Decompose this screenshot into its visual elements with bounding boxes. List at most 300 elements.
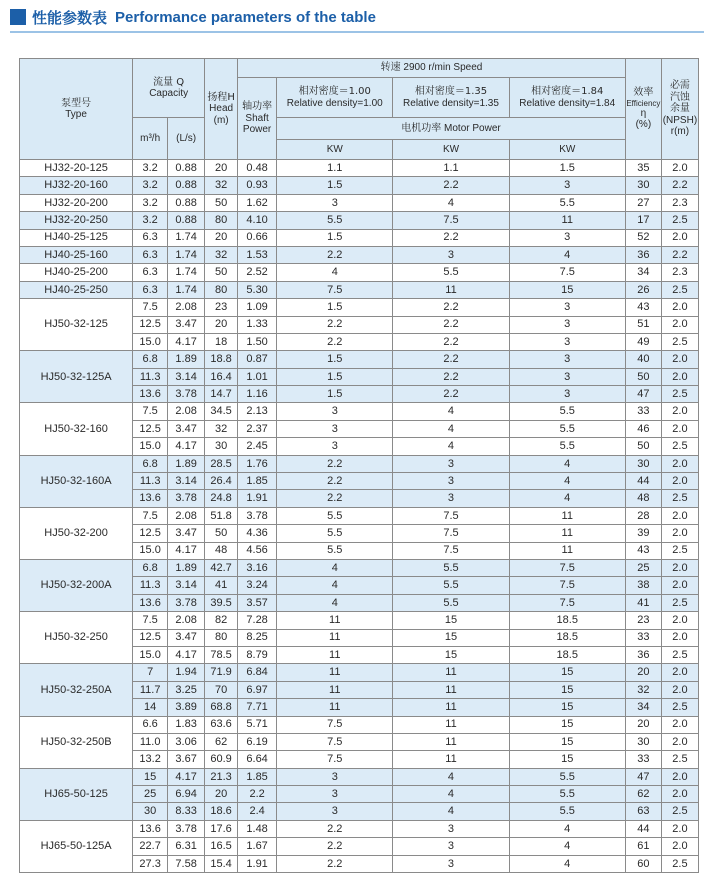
motor-kw-2-cell: 11 (393, 699, 509, 716)
capacity-ls-cell: 3.47 (168, 420, 205, 437)
shaft-power-cell: 1.76 (238, 455, 277, 472)
pump-type-cell: HJ50-32-250A (20, 664, 133, 716)
motor-kw-2-cell: 2.2 (393, 351, 509, 368)
capacity-m3h-cell: 13.6 (133, 820, 168, 837)
motor-kw-2-cell: 2.2 (393, 316, 509, 333)
capacity-m3h-cell: 3.2 (133, 160, 168, 177)
capacity-m3h-cell: 11.3 (133, 473, 168, 490)
motor-kw-1-cell: 11 (277, 664, 393, 681)
shaft-power-cell: 2.2 (238, 786, 277, 803)
motor-kw-2-cell: 5.5 (393, 559, 509, 576)
head-cell: 20 (205, 316, 238, 333)
capacity-ls-cell: 3.78 (168, 594, 205, 611)
table-row (20, 351, 699, 368)
motor-kw-3-cell: 3 (509, 316, 625, 333)
npsh-cell: 2.0 (661, 455, 698, 472)
capacity-m3h-cell: 15.0 (133, 438, 168, 455)
capacity-ls-cell: 1.74 (168, 246, 205, 263)
efficiency-cell: 20 (625, 716, 661, 733)
motor-kw-1-cell: 5.5 (277, 507, 393, 524)
npsh-cell: 2.5 (661, 212, 698, 229)
head-cell: 50 (205, 194, 238, 211)
motor-kw-3-cell: 15 (509, 699, 625, 716)
efficiency-cell: 49 (625, 333, 661, 350)
capacity-ls-cell: 4.17 (168, 542, 205, 559)
header-npsh-zh3: 余量 (669, 103, 690, 115)
table-row (20, 664, 699, 681)
capacity-m3h-cell: 12.5 (133, 420, 168, 437)
header-head-en: Head (209, 103, 234, 115)
header-kw-2: KW (393, 140, 509, 160)
shaft-power-cell: 3.57 (238, 594, 277, 611)
motor-kw-1-cell: 3 (277, 420, 393, 437)
motor-kw-3-cell: 4 (509, 473, 625, 490)
efficiency-cell: 62 (625, 786, 661, 803)
capacity-m3h-cell: 6.6 (133, 716, 168, 733)
head-cell: 51.8 (205, 507, 238, 524)
shaft-power-cell: 1.53 (238, 246, 277, 263)
motor-kw-2-cell: 11 (393, 281, 509, 298)
head-cell: 78.5 (205, 646, 238, 663)
motor-kw-3-cell: 5.5 (509, 803, 625, 820)
motor-kw-1-cell: 7.5 (277, 751, 393, 768)
capacity-m3h-cell: 13.6 (133, 594, 168, 611)
pump-type-cell: HJ40-25-125 (20, 229, 133, 246)
capacity-ls-cell: 1.94 (168, 664, 205, 681)
capacity-ls-cell: 3.47 (168, 316, 205, 333)
capacity-ls-cell: 6.94 (168, 786, 205, 803)
shaft-power-cell: 6.64 (238, 751, 277, 768)
motor-kw-2-cell: 3 (393, 455, 509, 472)
efficiency-cell: 25 (625, 559, 661, 576)
capacity-ls-cell: 3.89 (168, 699, 205, 716)
shaft-power-cell: 6.19 (238, 733, 277, 750)
header-npsh-zh1: 必需 (669, 80, 690, 92)
npsh-cell: 2.5 (661, 542, 698, 559)
capacity-m3h-cell: 3.2 (133, 194, 168, 211)
header-npsh-en: (NPSH) (662, 114, 698, 126)
head-cell: 32 (205, 246, 238, 263)
efficiency-cell: 23 (625, 612, 661, 629)
efficiency-cell: 43 (625, 299, 661, 316)
head-cell: 26.4 (205, 473, 238, 490)
capacity-ls-cell: 7.58 (168, 855, 205, 872)
efficiency-cell: 52 (625, 229, 661, 246)
npsh-cell: 2.5 (661, 751, 698, 768)
shaft-power-cell: 8.79 (238, 646, 277, 663)
header-capacity (133, 59, 205, 118)
efficiency-cell: 50 (625, 438, 661, 455)
capacity-ls-cell: 1.74 (168, 264, 205, 281)
efficiency-cell: 27 (625, 194, 661, 211)
npsh-cell: 2.0 (661, 160, 698, 177)
capacity-m3h-cell: 7.5 (133, 507, 168, 524)
efficiency-cell: 38 (625, 577, 661, 594)
shaft-power-cell: 3.78 (238, 507, 277, 524)
motor-kw-2-cell: 3 (393, 838, 509, 855)
head-cell: 80 (205, 629, 238, 646)
head-cell: 50 (205, 264, 238, 281)
motor-kw-3-cell: 11 (509, 525, 625, 542)
shaft-power-cell: 1.85 (238, 768, 277, 785)
npsh-cell: 2.0 (661, 838, 698, 855)
motor-kw-2-cell: 11 (393, 733, 509, 750)
header-unit-ls: (L/s) (168, 118, 205, 160)
npsh-cell: 2.0 (661, 786, 698, 803)
header-rd3-zh: 相对密度＝1.84 (531, 86, 604, 97)
head-cell: 32 (205, 420, 238, 437)
capacity-m3h-cell: 12.5 (133, 629, 168, 646)
motor-kw-1-cell: 3 (277, 403, 393, 420)
pump-type-cell: HJ50-32-200A (20, 559, 133, 611)
capacity-m3h-cell: 22.7 (133, 838, 168, 855)
npsh-cell: 2.5 (661, 438, 698, 455)
head-cell: 82 (205, 612, 238, 629)
header-rd1-zh: 相对密度＝1.00 (298, 86, 371, 97)
motor-kw-3-cell: 15 (509, 681, 625, 698)
capacity-ls-cell: 3.14 (168, 473, 205, 490)
motor-kw-2-cell: 15 (393, 612, 509, 629)
header-density-1 (277, 78, 393, 118)
table-row (20, 229, 699, 246)
motor-kw-2-cell: 15 (393, 646, 509, 663)
capacity-ls-cell: 3.14 (168, 368, 205, 385)
header-head (205, 59, 238, 160)
shaft-power-cell: 2.13 (238, 403, 277, 420)
capacity-ls-cell: 1.74 (168, 229, 205, 246)
shaft-power-cell: 7.28 (238, 612, 277, 629)
shaft-power-cell: 1.01 (238, 368, 277, 385)
capacity-m3h-cell: 13.6 (133, 386, 168, 403)
shaft-power-cell: 4.10 (238, 212, 277, 229)
motor-kw-3-cell: 5.5 (509, 768, 625, 785)
shaft-power-cell: 1.91 (238, 855, 277, 872)
pump-type-cell: HJ50-32-125A (20, 351, 133, 403)
head-cell: 14.7 (205, 386, 238, 403)
shaft-power-cell: 8.25 (238, 629, 277, 646)
header-rd2-zh: 相对密度＝1.35 (414, 86, 488, 97)
motor-kw-1-cell: 1.5 (277, 177, 393, 194)
motor-kw-2-cell: 3 (393, 473, 509, 490)
header-density-3 (509, 78, 625, 118)
head-cell: 21.3 (205, 768, 238, 785)
motor-kw-3-cell: 7.5 (509, 264, 625, 281)
efficiency-cell: 41 (625, 594, 661, 611)
header-type (20, 59, 133, 160)
title-underline (10, 31, 704, 33)
table-row (20, 194, 699, 211)
motor-kw-1-cell: 2.2 (277, 316, 393, 333)
motor-kw-3-cell: 3 (509, 229, 625, 246)
npsh-cell: 2.5 (661, 803, 698, 820)
motor-kw-2-cell: 4 (393, 768, 509, 785)
capacity-ls-cell: 4.17 (168, 438, 205, 455)
efficiency-cell: 30 (625, 455, 661, 472)
motor-kw-1-cell: 2.2 (277, 855, 393, 872)
capacity-m3h-cell: 11.3 (133, 368, 168, 385)
motor-kw-3-cell: 5.5 (509, 420, 625, 437)
capacity-ls-cell: 0.88 (168, 177, 205, 194)
npsh-cell: 2.0 (661, 664, 698, 681)
capacity-ls-cell: 8.33 (168, 803, 205, 820)
motor-kw-3-cell: 18.5 (509, 646, 625, 663)
pump-type-cell: HJ50-32-250 (20, 612, 133, 664)
motor-kw-3-cell: 15 (509, 281, 625, 298)
npsh-cell: 2.0 (661, 316, 698, 333)
capacity-ls-cell: 0.88 (168, 160, 205, 177)
efficiency-cell: 43 (625, 542, 661, 559)
header-kw-1: KW (277, 140, 393, 160)
capacity-m3h-cell: 11.3 (133, 577, 168, 594)
table-row (20, 820, 699, 837)
capacity-ls-cell: 3.06 (168, 733, 205, 750)
motor-kw-1-cell: 11 (277, 612, 393, 629)
efficiency-cell: 33 (625, 403, 661, 420)
capacity-ls-cell: 3.67 (168, 751, 205, 768)
motor-kw-3-cell: 1.5 (509, 160, 625, 177)
capacity-ls-cell: 3.25 (168, 681, 205, 698)
capacity-m3h-cell: 14 (133, 699, 168, 716)
head-cell: 16.5 (205, 838, 238, 855)
motor-kw-3-cell: 5.5 (509, 194, 625, 211)
efficiency-cell: 26 (625, 281, 661, 298)
capacity-m3h-cell: 30 (133, 803, 168, 820)
head-cell: 34.5 (205, 403, 238, 420)
head-cell: 42.7 (205, 559, 238, 576)
motor-kw-1-cell: 11 (277, 699, 393, 716)
shaft-power-cell: 1.67 (238, 838, 277, 855)
capacity-m3h-cell: 12.5 (133, 525, 168, 542)
performance-table (19, 58, 699, 873)
table-row (20, 246, 699, 263)
motor-kw-2-cell: 7.5 (393, 542, 509, 559)
capacity-ls-cell: 0.88 (168, 212, 205, 229)
npsh-cell: 2.2 (661, 177, 698, 194)
motor-kw-3-cell: 4 (509, 246, 625, 263)
capacity-ls-cell: 3.47 (168, 525, 205, 542)
motor-kw-2-cell: 2.2 (393, 177, 509, 194)
efficiency-cell: 36 (625, 646, 661, 663)
npsh-cell: 2.0 (661, 403, 698, 420)
motor-kw-1-cell: 3 (277, 768, 393, 785)
header-eff-symbol: η (640, 107, 647, 119)
shaft-power-cell: 1.85 (238, 473, 277, 490)
motor-kw-1-cell: 11 (277, 646, 393, 663)
motor-kw-2-cell: 3 (393, 490, 509, 507)
header-eff-en: Efficiency (626, 98, 661, 108)
capacity-m3h-cell: 6.3 (133, 281, 168, 298)
pump-type-cell: HJ50-32-125 (20, 299, 133, 351)
motor-kw-2-cell: 3 (393, 820, 509, 837)
head-cell: 80 (205, 281, 238, 298)
npsh-cell: 2.0 (661, 612, 698, 629)
efficiency-cell: 44 (625, 820, 661, 837)
npsh-cell: 2.0 (661, 420, 698, 437)
motor-kw-3-cell: 11 (509, 542, 625, 559)
head-cell: 20 (205, 160, 238, 177)
efficiency-cell: 32 (625, 681, 661, 698)
header-unit-m3h: m³/h (133, 118, 168, 160)
npsh-cell: 2.5 (661, 855, 698, 872)
capacity-ls-cell: 3.78 (168, 490, 205, 507)
capacity-m3h-cell: 7 (133, 664, 168, 681)
motor-kw-1-cell: 2.2 (277, 333, 393, 350)
efficiency-cell: 44 (625, 473, 661, 490)
header-shaft-en2: Power (242, 124, 272, 136)
motor-kw-3-cell: 11 (509, 507, 625, 524)
table-header (20, 59, 699, 160)
shaft-power-cell: 3.16 (238, 559, 277, 576)
capacity-ls-cell: 4.17 (168, 333, 205, 350)
capacity-ls-cell: 4.17 (168, 646, 205, 663)
table-row (20, 455, 699, 472)
head-cell: 30 (205, 438, 238, 455)
head-cell: 28.5 (205, 455, 238, 472)
motor-kw-2-cell: 4 (393, 786, 509, 803)
motor-kw-3-cell: 7.5 (509, 594, 625, 611)
npsh-cell: 2.5 (661, 490, 698, 507)
head-cell: 20 (205, 786, 238, 803)
efficiency-cell: 46 (625, 420, 661, 437)
pump-type-cell: HJ50-32-160 (20, 403, 133, 455)
efficiency-cell: 47 (625, 386, 661, 403)
efficiency-cell: 33 (625, 629, 661, 646)
capacity-m3h-cell: 3.2 (133, 212, 168, 229)
head-cell: 18.6 (205, 803, 238, 820)
title-chinese: 性能参数表 (32, 8, 108, 27)
motor-kw-1-cell: 7.5 (277, 716, 393, 733)
shaft-power-cell: 0.87 (238, 351, 277, 368)
npsh-cell: 2.0 (661, 299, 698, 316)
motor-kw-3-cell: 4 (509, 838, 625, 855)
shaft-power-cell: 0.48 (238, 160, 277, 177)
motor-kw-1-cell: 2.2 (277, 455, 393, 472)
shaft-power-cell: 2.52 (238, 264, 277, 281)
efficiency-cell: 34 (625, 264, 661, 281)
motor-kw-2-cell: 2.2 (393, 333, 509, 350)
capacity-m3h-cell: 6.8 (133, 455, 168, 472)
motor-kw-3-cell: 5.5 (509, 786, 625, 803)
shaft-power-cell: 1.62 (238, 194, 277, 211)
capacity-m3h-cell: 6.3 (133, 229, 168, 246)
motor-kw-3-cell: 15 (509, 716, 625, 733)
motor-kw-2-cell: 11 (393, 681, 509, 698)
shaft-power-cell: 1.33 (238, 316, 277, 333)
capacity-ls-cell: 2.08 (168, 612, 205, 629)
npsh-cell: 2.3 (661, 194, 698, 211)
motor-kw-1-cell: 11 (277, 629, 393, 646)
head-cell: 39.5 (205, 594, 238, 611)
shaft-power-cell: 6.97 (238, 681, 277, 698)
efficiency-cell: 51 (625, 316, 661, 333)
table-row (20, 264, 699, 281)
shaft-power-cell: 4.56 (238, 542, 277, 559)
head-cell: 62 (205, 733, 238, 750)
head-cell: 63.6 (205, 716, 238, 733)
table-row (20, 160, 699, 177)
shaft-power-cell: 0.93 (238, 177, 277, 194)
motor-kw-1-cell: 1.5 (277, 351, 393, 368)
motor-kw-3-cell: 4 (509, 490, 625, 507)
efficiency-cell: 36 (625, 246, 661, 263)
npsh-cell: 2.0 (661, 577, 698, 594)
header-rd2-en: Relative density=1.35 (403, 97, 499, 109)
efficiency-cell: 35 (625, 160, 661, 177)
motor-kw-2-cell: 5.5 (393, 594, 509, 611)
motor-kw-2-cell: 2.2 (393, 386, 509, 403)
capacity-ls-cell: 1.89 (168, 559, 205, 576)
head-cell: 16.4 (205, 368, 238, 385)
shaft-power-cell: 2.4 (238, 803, 277, 820)
motor-kw-3-cell: 3 (509, 386, 625, 403)
npsh-cell: 2.0 (661, 229, 698, 246)
motor-kw-3-cell: 3 (509, 368, 625, 385)
motor-kw-1-cell: 4 (277, 577, 393, 594)
npsh-cell: 2.0 (661, 559, 698, 576)
npsh-cell: 2.0 (661, 351, 698, 368)
capacity-ls-cell: 1.83 (168, 716, 205, 733)
motor-kw-1-cell: 3 (277, 786, 393, 803)
capacity-m3h-cell: 11.0 (133, 733, 168, 750)
shaft-power-cell: 2.45 (238, 438, 277, 455)
motor-kw-2-cell: 2.2 (393, 368, 509, 385)
capacity-ls-cell: 3.14 (168, 577, 205, 594)
pump-type-cell: HJ50-32-250B (20, 716, 133, 768)
shaft-power-cell: 4.36 (238, 525, 277, 542)
capacity-ls-cell: 6.31 (168, 838, 205, 855)
motor-kw-1-cell: 2.2 (277, 490, 393, 507)
npsh-cell: 2.5 (661, 386, 698, 403)
shaft-power-cell: 1.50 (238, 333, 277, 350)
header-eff-unit: (%) (635, 119, 652, 131)
npsh-cell: 2.0 (661, 768, 698, 785)
capacity-ls-cell: 2.08 (168, 299, 205, 316)
head-cell: 48 (205, 542, 238, 559)
head-cell: 20 (205, 229, 238, 246)
capacity-ls-cell: 2.08 (168, 507, 205, 524)
pump-type-cell: HJ32-20-125 (20, 160, 133, 177)
motor-kw-2-cell: 2.2 (393, 299, 509, 316)
capacity-m3h-cell: 25 (133, 786, 168, 803)
table-row (20, 612, 699, 629)
motor-kw-3-cell: 18.5 (509, 629, 625, 646)
npsh-cell: 2.0 (661, 733, 698, 750)
motor-kw-2-cell: 11 (393, 751, 509, 768)
npsh-cell: 2.0 (661, 820, 698, 837)
capacity-m3h-cell: 13.2 (133, 751, 168, 768)
head-cell: 41 (205, 577, 238, 594)
capacity-ls-cell: 3.78 (168, 820, 205, 837)
motor-kw-1-cell: 2.2 (277, 838, 393, 855)
npsh-cell: 2.5 (661, 333, 698, 350)
capacity-m3h-cell: 7.5 (133, 299, 168, 316)
pump-type-cell: HJ32-20-250 (20, 212, 133, 229)
motor-kw-3-cell: 15 (509, 751, 625, 768)
motor-kw-1-cell: 3 (277, 803, 393, 820)
header-shaft-power (238, 78, 277, 160)
shaft-power-cell: 1.09 (238, 299, 277, 316)
capacity-m3h-cell: 7.5 (133, 612, 168, 629)
title-square-icon (10, 9, 26, 25)
capacity-m3h-cell: 15 (133, 768, 168, 785)
efficiency-cell: 48 (625, 490, 661, 507)
shaft-power-cell: 5.30 (238, 281, 277, 298)
capacity-m3h-cell: 13.6 (133, 490, 168, 507)
motor-kw-3-cell: 4 (509, 855, 625, 872)
table-row (20, 177, 699, 194)
motor-kw-2-cell: 11 (393, 716, 509, 733)
capacity-m3h-cell: 27.3 (133, 855, 168, 872)
